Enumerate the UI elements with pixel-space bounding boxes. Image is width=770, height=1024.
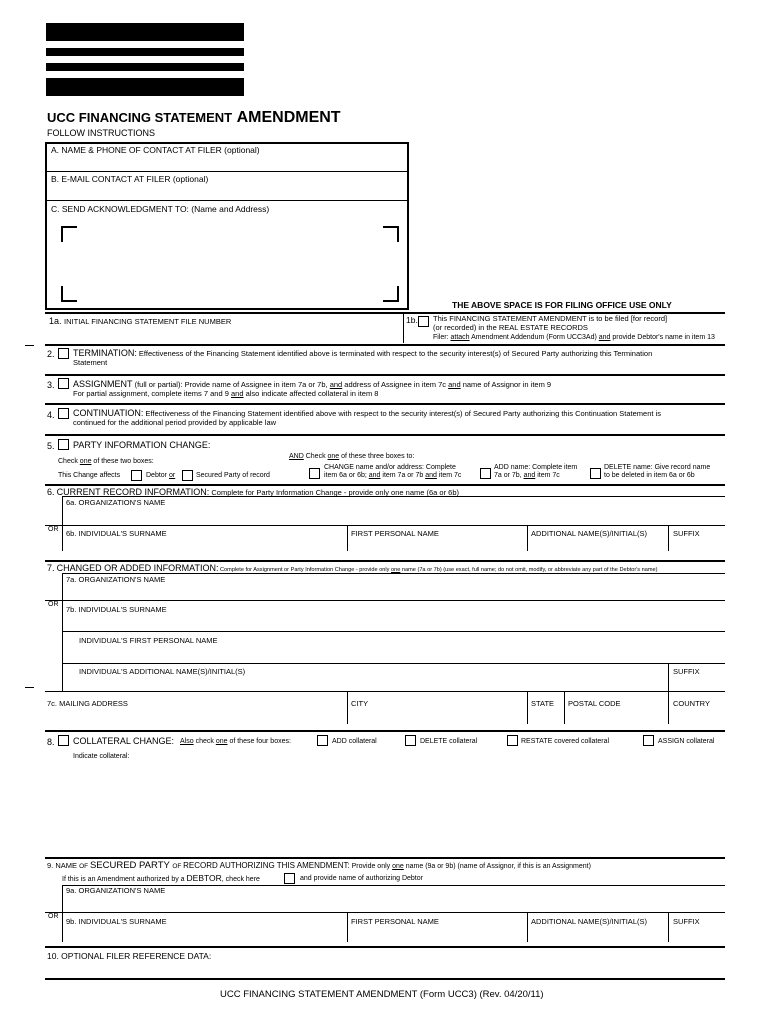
item-1b-num: 1b.	[406, 315, 418, 325]
indicate-collateral-label: Indicate collateral:	[73, 753, 130, 760]
check-two-boxes: Check one of these two boxes:	[58, 458, 154, 465]
item-7b-surname: 7b. INDIVIDUAL'S SURNAME	[66, 605, 167, 614]
secured-party-label: Secured Party of record	[196, 472, 270, 479]
form-footer: UCC FINANCING STATEMENT AMENDMENT (Form UCC3) (Rev. 04/20/11)	[220, 989, 544, 1000]
item-3-text: ASSIGNMENT (full or partial): Provide name of Assignee in item 7a or 7b, and address of Assignee in item 7c and name of Assignor in item 9	[73, 379, 552, 389]
item-6a-label: 6a. ORGANIZATION'S NAME	[66, 498, 166, 507]
real-estate-checkbox[interactable]	[418, 316, 429, 327]
item-1a-label: 1a. INITIAL FINANCING STATEMENT FILE NUMBER	[49, 316, 232, 326]
authorizing-debtor-note: and provide name of authorizing Debtor	[300, 875, 423, 882]
item-8-num: 8.	[47, 737, 55, 747]
item-2-text: TERMINATION: Effectiveness of the Financing Statement identified above is terminated with respect to the security interest(s) of Secured Party authorizing this Termination	[73, 348, 653, 358]
item-7c-mailing: 7c. MAILING ADDRESS	[47, 699, 128, 708]
item-8-title: COLLATERAL CHANGE:	[73, 736, 175, 746]
contact-name-label: A. NAME & PHONE OF CONTACT AT FILER (optional)	[51, 145, 260, 155]
item-6b-surname: 6b. INDIVIDUAL'S SURNAME	[66, 529, 167, 538]
item-4-num: 4.	[47, 410, 55, 420]
debtor-authorized-checkbox[interactable]	[284, 873, 295, 884]
debtor-checkbox[interactable]	[131, 470, 142, 481]
item-6-suffix: SUFFIX	[673, 529, 700, 538]
email-contact-label: B. E-MAIL CONTACT AT FILER (optional)	[51, 174, 209, 184]
item-9-additional: ADDITIONAL NAME(S)/INITIAL(S)	[531, 917, 647, 926]
delete-collateral-label: DELETE collateral	[420, 738, 478, 745]
change-name-line1: CHANGE name and/or address: Complete	[324, 464, 456, 471]
item-3-num: 3.	[47, 380, 55, 390]
item-9a-label: 9a. ORGANIZATION'S NAME	[66, 886, 166, 895]
item-7c-city: CITY	[351, 699, 369, 708]
header-bar-1	[46, 23, 244, 41]
check-three-boxes: AND Check one of these three boxes to:	[289, 453, 415, 460]
corner-bottom-right	[383, 286, 399, 302]
item-1b-line3: Filer: attach Amendment Addendum (Form UCC3Ad) and provide Debtor's name in item 13	[433, 334, 715, 341]
item-2-text2: Statement	[73, 358, 108, 367]
item-7c-state: STATE	[531, 699, 555, 708]
header-bar-4	[46, 78, 244, 96]
delete-name-checkbox[interactable]	[590, 468, 601, 479]
item-7-first-name: INDIVIDUAL'S FIRST PERSONAL NAME	[79, 636, 218, 645]
header-bar-3	[46, 63, 244, 71]
restate-collateral-checkbox[interactable]	[507, 735, 518, 746]
office-use-label: THE ABOVE SPACE IS FOR FILING OFFICE USE ONLY	[452, 300, 672, 310]
title-prefix: UCC FINANCING STATEMENT	[47, 110, 233, 125]
assign-collateral-label: ASSIGN collateral	[658, 738, 715, 745]
item-1b-line1: This FINANCING STATEMENT AMENDMENT is to be filed [for record]	[433, 314, 668, 323]
party-change-checkbox[interactable]	[58, 439, 69, 450]
item-9-first-name: FIRST PERSONAL NAME	[351, 917, 439, 926]
change-affects-label: This Change affects	[58, 472, 121, 479]
item-8-check-note: Also check one of these four boxes:	[180, 738, 291, 745]
item-6-heading: 6. CURRENT RECORD INFORMATION: Complete for Party Information Change - provide only one name (6a or 6b)	[47, 487, 460, 497]
item-10-label: 10. OPTIONAL FILER REFERENCE DATA:	[47, 951, 212, 961]
corner-bottom-left	[61, 286, 77, 302]
authorized-by-debtor: If this is an Amendment authorized by a DEBTOR, check here	[62, 873, 260, 883]
item-4-text2: continued for the additional period provided by applicable law	[73, 418, 277, 427]
item-3-text2: For partial assignment, complete items 7 and 9 and also indicate affected collateral in item 8	[73, 389, 379, 398]
add-name-checkbox[interactable]	[480, 468, 491, 479]
item-6-or: OR	[48, 526, 59, 533]
item-9-or: OR	[48, 913, 59, 920]
filer-box	[45, 142, 409, 310]
add-name-line2: 7a or 7b, and item 7c	[494, 472, 560, 479]
item-7-heading: 7. CHANGED OR ADDED INFORMATION: Complete for Assignment or Party Information Change - provide only one name (7a or 7b) (use exact, full name; do not omit, modify, or abbreviate any part of the Debtor's name)	[47, 563, 658, 573]
follow-instructions: FOLLOW INSTRUCTIONS	[47, 128, 156, 138]
corner-top-right	[383, 226, 399, 242]
form-title	[47, 109, 341, 127]
change-name-line2: item 6a or 6b; and item 7a or 7b and item 7c	[324, 472, 462, 479]
item-9b-surname: 9b. INDIVIDUAL'S SURNAME	[66, 917, 167, 926]
item-7a-label: 7a. ORGANIZATION'S NAME	[66, 575, 166, 584]
collateral-change-checkbox[interactable]	[58, 735, 69, 746]
corner-top-left	[61, 226, 77, 242]
item-5-title: PARTY INFORMATION CHANGE:	[73, 440, 211, 450]
delete-name-line1: DELETE name: Give record name	[604, 464, 711, 471]
acknowledgment-label: C. SEND ACKNOWLEDGMENT TO: (Name and Address)	[51, 204, 270, 214]
restate-collateral-label: RESTATE covered collateral	[521, 738, 610, 745]
secured-party-checkbox[interactable]	[182, 470, 193, 481]
item-7-or: OR	[48, 601, 59, 608]
item-4-text: CONTINUATION: Effectiveness of the Financing Statement identified above with respect to the security interest(s) of Secured Party authorizing this Continuation Statement is	[73, 408, 661, 418]
item-1b-line2: (or recorded) in the REAL ESTATE RECORDS	[433, 323, 588, 332]
item-9-suffix: SUFFIX	[673, 917, 700, 926]
item-2-num: 2.	[47, 349, 55, 359]
continuation-checkbox[interactable]	[58, 408, 69, 419]
item-7-suffix: SUFFIX	[673, 667, 700, 676]
header-bar-2	[46, 48, 244, 56]
debtor-or-label: Debtor or	[146, 472, 176, 479]
item-6-additional: ADDITIONAL NAME(S)/INITIAL(S)	[531, 529, 647, 538]
add-collateral-label: ADD collateral	[332, 738, 377, 745]
assignment-checkbox[interactable]	[58, 378, 69, 389]
termination-checkbox[interactable]	[58, 348, 69, 359]
assign-collateral-checkbox[interactable]	[643, 735, 654, 746]
item-5-num: 5.	[47, 441, 55, 451]
title-main: AMENDMENT	[236, 109, 341, 126]
item-6-first-name: FIRST PERSONAL NAME	[351, 529, 439, 538]
change-name-checkbox[interactable]	[309, 468, 320, 479]
item-7c-country: COUNTRY	[673, 699, 710, 708]
delete-name-line2: to be deleted in item 6a or 6b	[604, 472, 695, 479]
item-7-additional: INDIVIDUAL'S ADDITIONAL NAME(S)/INITIAL(S)	[79, 667, 246, 676]
add-name-line1: ADD name: Complete item	[494, 464, 578, 471]
item-7c-postal: POSTAL CODE	[568, 699, 621, 708]
add-collateral-checkbox[interactable]	[317, 735, 328, 746]
item-9-heading: 9. NAME OF SECURED PARTY OF RECORD AUTHORIZING THIS AMENDMENT: Provide only one name (9a or 9b) (name of Assignor, if this is an Assignment)	[47, 860, 591, 871]
delete-collateral-checkbox[interactable]	[405, 735, 416, 746]
